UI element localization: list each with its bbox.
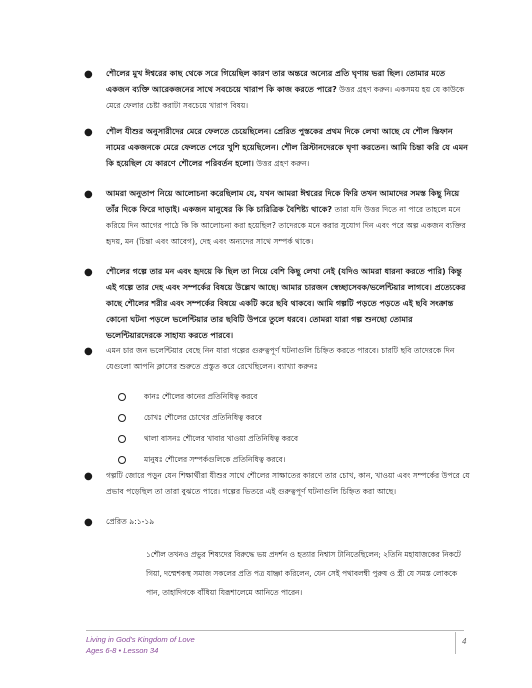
bullet-text	[106, 343, 470, 375]
bullet-normal-text: উত্তর গ্রহণ করুন।	[253, 159, 310, 168]
list-item	[118, 428, 452, 449]
bullet-text: গল্পটি জোরে পড়ুন যেন শিক্ষার্থীরা যীশুর সাথে শৌলের সাক্ষাতের কারণে তার চোখ, কান, খাওয়া এবং সম্পর্কের উপরে যে প্রভাব পড়েছিল তা তারা বুঝতে পারে। গল্পের ভিতরে এই গুরুত্বপূর্ণ ঘটনাগুলি চিহ্নিত করা আছে।	[106, 471, 470, 496]
picture-list	[118, 386, 452, 470]
bullet-dot: ●	[84, 69, 93, 80]
bullet-normal-text: তারা যদি উত্তর দিতে না পারে তাহলে মনে করিয়ে দিন আগের পাঠে কি কি আলোচনা করা হয়েছিল? তাদেরকে মনে করার সুযোগ দিন এবং পরে অল্প একজন ব্যক্তির হৃদয়, মন (চিন্তা এবং আবেগ), দেহ এবং অন্যদের সাথে সম্পর্ক থাকে।	[106, 205, 466, 246]
bullet-normal-text: এমন চার জন ভলেন্টিয়ার বেছে নিন যারা গল্পের গুরুত্বপূর্ণ ঘটনাগুলি চিহ্নিত করতে পারবে। চারটি ছবি তাদেরকে দিন যেগুলো আপনি ক্লাসের শুরুতে প্রস্তুত করে রেখেছিলেন। ব্যাখ্যা করুনঃ	[106, 346, 455, 371]
bullet-item-1	[84, 66, 470, 114]
bullet-dot: ●	[84, 189, 93, 200]
bullet-dot: ●	[84, 517, 93, 528]
bullet-text	[106, 124, 470, 172]
footer-divider	[86, 630, 464, 631]
scripture-quote: ১শৌল তখনও প্রভুর শিষ্যদের বিরুদ্ধে ভয় প্রদর্শন ও হত্যার নিশ্বাস টানিতেছিলেন; ২তিনি মহাযাজকের নিকটে গিয়া, দম্মেশকস্থ সমাজ সকলের প্রতি পত্র যাচ্ঞা করিলেন, যেন সেই পথাবলম্বী পুরুষ ও স্ত্রী যে সমস্ত লোককে পান, তাহাদিগকে বাঁধিয়া যিরূশালেমে আনিতে পারেন।	[146, 550, 461, 597]
list-item	[118, 407, 452, 428]
footer-vertical-divider	[455, 632, 456, 654]
bullet-item-6	[84, 468, 470, 500]
bullet-item-2	[84, 124, 470, 172]
circle-bullet-icon	[118, 414, 126, 422]
bullet-bold-text: শৌল যীশুর অনুসারীদের মেরে ফেলতে চেয়েছিলেন। প্রেরিত পুস্তকের প্রথম দিকে লেখা আছে যে শৌল স্তিফান নামের একজনকে মেরে ফেলতে পেরে খুশি হয়েছিলেন। শৌল খ্রিস্টানদেরকে ঘৃণা করতেন। আমি চিন্তা করি যে এমন কি হয়েছিল যে কারণে শৌলের পরিবর্তন হলো।	[106, 127, 468, 168]
list-item	[118, 449, 452, 470]
list-item-text: চোখঃ শৌলের চোখের প্রতিনিধিত্ব করবে	[144, 412, 262, 422]
bullet-item-3	[84, 186, 470, 250]
list-item-text: থালা বাসনঃ শৌলের খাবার খাওয়া প্রতিনিধিত্ব করবে	[144, 433, 298, 443]
bullet-text	[106, 264, 470, 344]
bullet-bold-text: শৌলের গল্পে তার মন এবং হৃদয়ে কি ছিল তা নিয়ে বেশি কিছু লেখা নেই (যদিও আমরা ধারনা করতে পারি) কিন্তু এই গল্পে তার দেহ এবং সম্পর্কের বিষয়ে উল্লেখ আছে। আমার চারজন স্বেচ্ছাসেবক/ভলেন্টিয়ার লাগবে। প্রত্যেকের কাছে শৌলের শরীর এবং সম্পর্কের বিষয়ে একটি করে ছবি থাকবে। আমি গল্পটি পড়তে পড়তে এই ছবি সংক্রান্ত কোনো ঘটনা পড়লে ভলেন্টিয়ার তার ছবিটি উপরে তুলে ধরবে। তোমরা যারা গল্প শুনছো তোমার ভলেন্টিয়ারদেরকে সাহায্য করতে পারবে।	[106, 267, 466, 340]
circle-bullet-icon	[118, 435, 126, 443]
circle-bullet-icon	[118, 456, 126, 464]
list-item	[118, 386, 452, 407]
page-number: 4	[462, 637, 467, 646]
bullet-dot: ●	[84, 346, 93, 357]
list-item-text: কানঃ শৌলের কানের প্রতিনিধিত্ব করবে	[144, 391, 258, 401]
bullet-dot: ●	[84, 127, 93, 138]
bullet-dot: ●	[84, 471, 93, 482]
bullet-normal-text: উত্তর গ্রহণ করুন। একসময় হয় যে কাউকে মেরে ফেলার চেষ্টা করাটা সবচেয়ে খারাপ বিষয়।	[106, 85, 465, 110]
bullet-text	[106, 186, 470, 250]
bullet-bold-text: আমরা অনুতাপ নিয়ে আলোচনা করেছিলাম যে, যখন আমরা ঈশ্বরের দিকে ফিরি তখন আমাদের সমস্ত কিছু নিয়ে তাঁর দিকে ফিরে দাড়াই। একজন মানুষের কি কি চারিত্রিক বৈশিষ্ট্য থাকে?	[106, 189, 460, 214]
scripture-reference: প্রেরিত ৯:১-১৯	[106, 517, 155, 526]
footer-subtitle: Ages 6-8 • Lesson 34	[86, 646, 159, 655]
bullet-text	[106, 66, 470, 114]
footer-title: Living in God's Kingdom of Love	[86, 635, 195, 644]
bullet-item-reference	[84, 514, 470, 531]
bullet-bold-text: শৌলের মুখ ঈশ্বরের কাছ থেকে সরে গিয়েছিল কারণ তার অন্তরে অন্যের প্রতি ঘৃণায় ভরা ছিল। তোমার মতে একজন ব্যক্তি আরেকজনের সাথে সবচেয়ে খারাপ কি কাজ করতে পারে?	[106, 69, 446, 94]
bullet-item-4	[84, 264, 470, 344]
list-item-text: মানুষঃ শৌলের সম্পর্কগুলিকে প্রতিনিধিত্ব করবে।	[144, 454, 286, 464]
circle-bullet-icon	[118, 393, 126, 401]
bullet-dot: ●	[84, 267, 93, 278]
bullet-item-5	[84, 343, 470, 375]
